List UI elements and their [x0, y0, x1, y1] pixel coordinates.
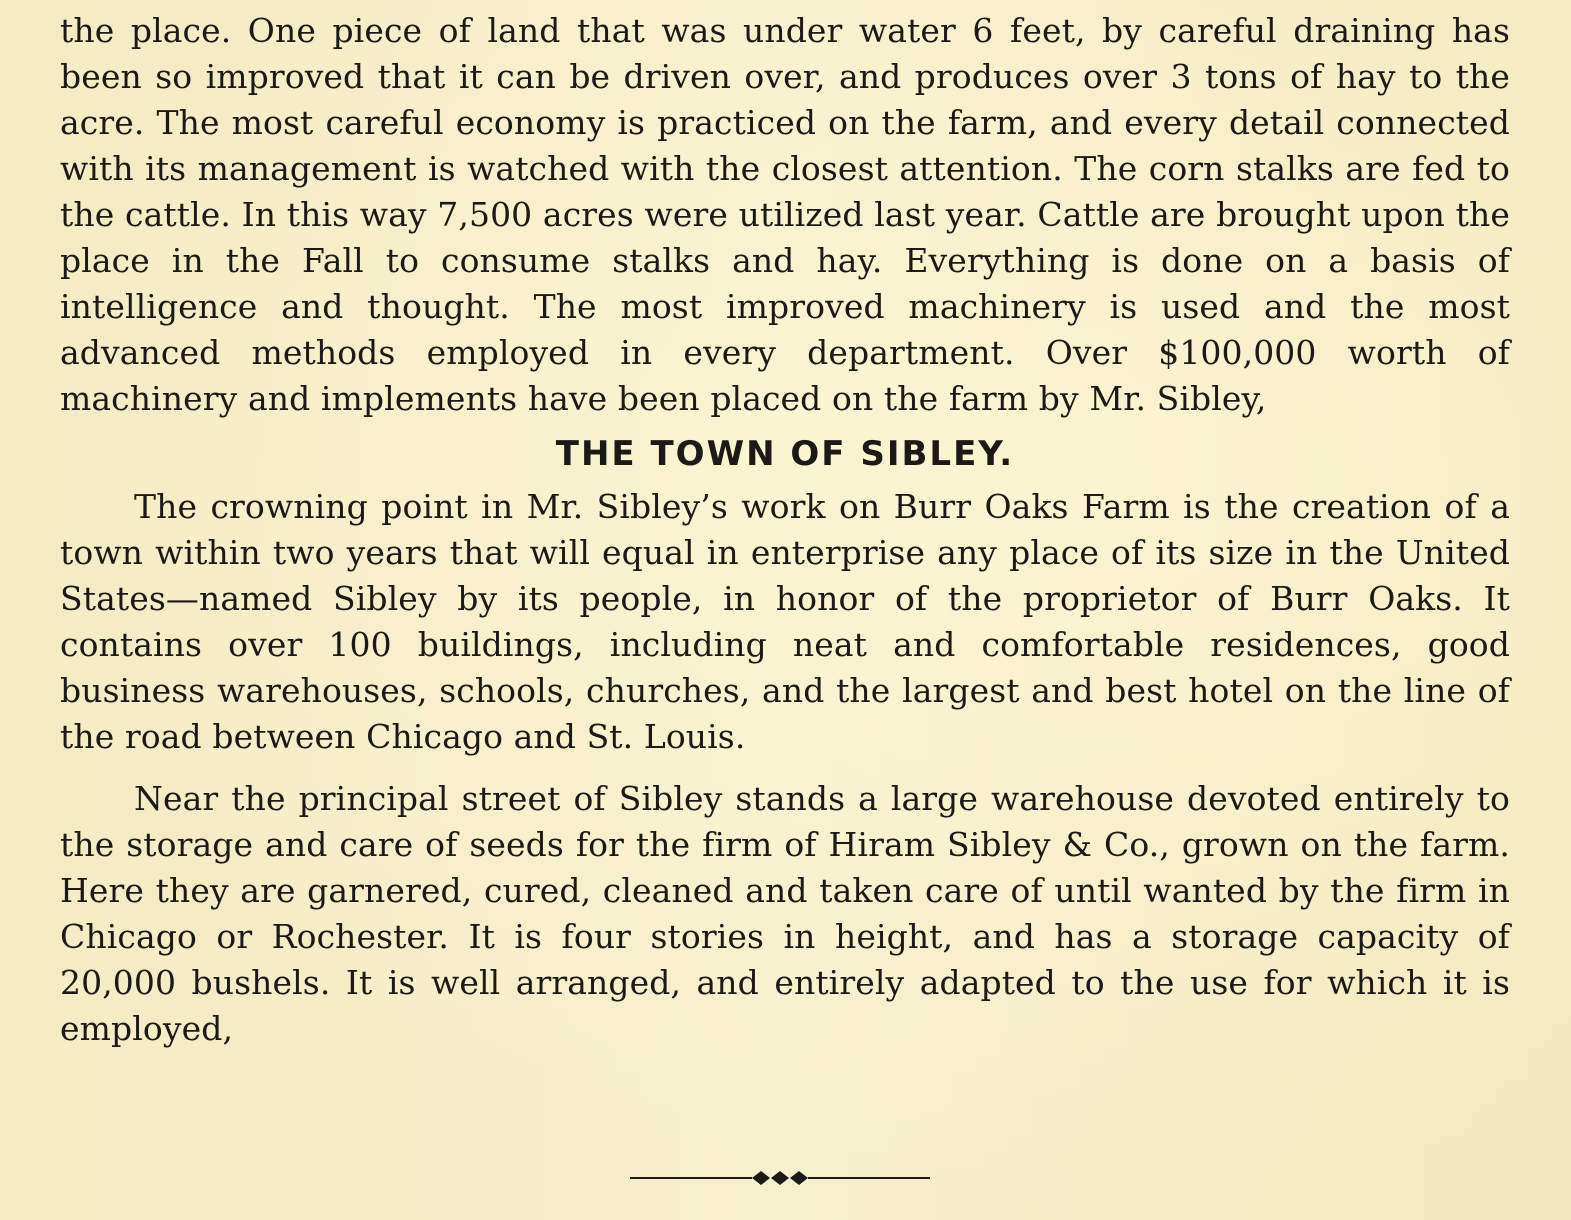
paragraph-farm-improvements: the place. One piece of land that was under water 6 feet, by careful draining has been so improved that it can be driven over, and produces over 3 tons of hay to the acre. The most careful economy is practiced on the farm, and every detail connected with its management is watched with the closest attention. The corn stalks are fed to the cattle. In this way 7,500 acres were utilized last year. Cattle are brought upon the place in the Fall to consume stalks and hay. Everything is done on a basis of intelligence and thought. The most improved machinery is used and the most advanced methods employed in every department. Over $100,000 worth of machinery and implements have been placed on the farm by Mr. Sibley, — [60, 11, 1510, 418]
section-heading: THE TOWN OF SIBLEY. — [555, 434, 1015, 474]
paragraph-town-of-sibley: The crowning point in Mr. Sibley’s work on Burr Oaks Farm is the creation of a town within two years that will equal in enterprise any place of its size in the United States—named Sibley by its people, in honor of the proprietor of Burr Oaks. It contains over 100 buildings, including neat and comfortable residences, good business warehouses, schools, churches, and the largest and best hotel on the line of the road between Chicago and St. Louis. — [60, 487, 1510, 756]
body-text — [60, 8, 1510, 1052]
paragraph-seed-warehouse: Near the principal street of Sibley stands a large warehouse devoted entirely to the storage and care of seeds for the firm of Hiram Sibley & Co., grown on the farm. Here they are garnered, cured, cleaned and taken care of until wanted by the firm in Chicago or Rochester. It is four stories in height, and has a storage capacity of 20,000 bushels. It is well arranged, and entirely adapted to the use for which it is employed, — [60, 779, 1510, 1048]
section-end-ornament-icon — [630, 1166, 930, 1190]
